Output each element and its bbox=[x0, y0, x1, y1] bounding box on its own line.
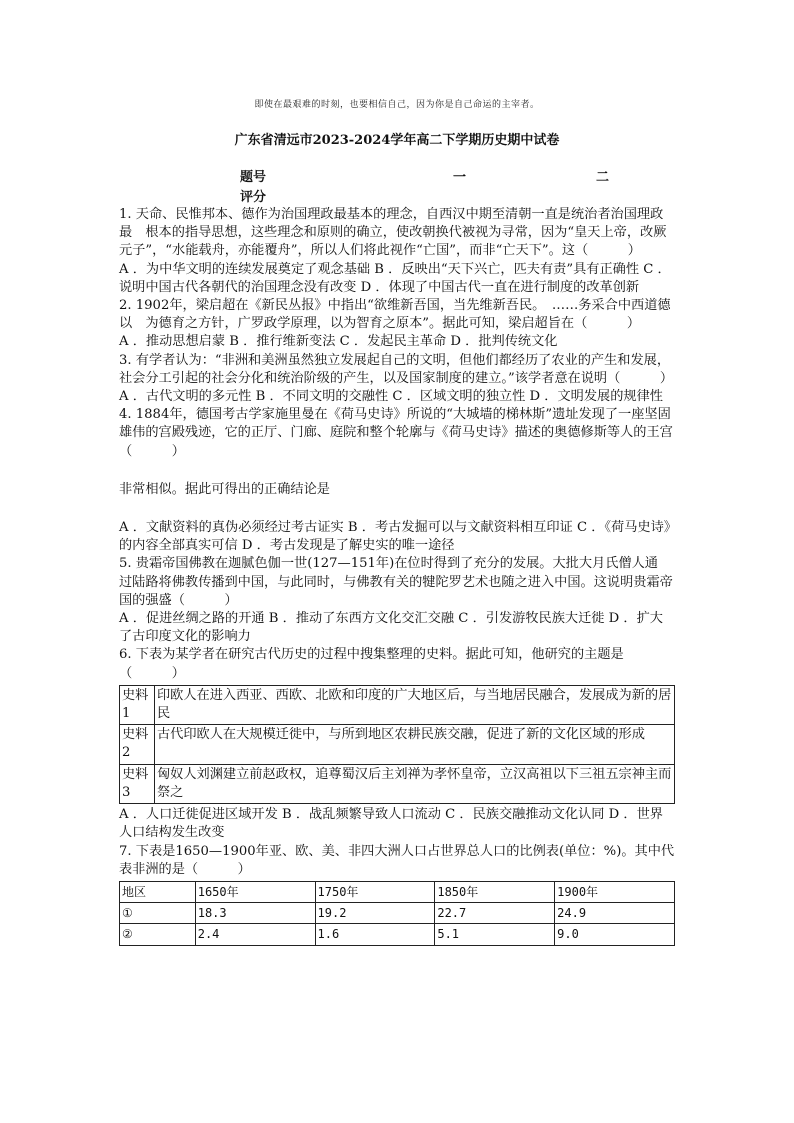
table-row bbox=[120, 725, 675, 764]
question-1-stem: 1. 天命、民惟邦本、德作为治国理政最基本的理念，自西汉中期至清朝一直是统治者治国理政最 根本的指导思想，这些理念和原则的确立，使改朝换代被视为寻常，因为“皇天上帝，改厥元子”，“水能载舟，亦能覆舟”，所以人们将此视作“亡国”，而非“亡天下”。这（ ） bbox=[119, 207, 667, 259]
question-5-options: A ．促进丝绸之路的开通 B ．推动了东西方文化交汇交融 C ．引发游牧民族大迁徙 D ．扩大了古印度文化的影响力 bbox=[119, 611, 663, 645]
source-label: 史料1 bbox=[120, 685, 155, 724]
source-text: 匈奴人刘渊建立前赵政权，追尊蜀汉后主刘禅为孝怀皇帝，立汉高祖以下三祖五宗神主而祭之 bbox=[155, 764, 675, 803]
table-cell: ② bbox=[120, 924, 196, 945]
motto-line: 即使在最艰难的时刻，也要相信自己，因为你是自己命运的主宰者。 bbox=[254, 100, 540, 110]
table-cell: 5.1 bbox=[435, 924, 555, 945]
question-6-stem: 6. 下表为某学者在研究古代历史的过程中搜集整理的史料。据此可知，他研究的主题是（ ） bbox=[119, 647, 624, 681]
table-cell: 1.6 bbox=[315, 924, 435, 945]
score-table bbox=[240, 166, 640, 206]
table-row bbox=[120, 764, 675, 803]
exam-title: 广东省清远市2023-2024学年高二下学期历史期中试卷 bbox=[234, 133, 560, 148]
question-4-options: A ．文献资料的真伪必须经过考古证实 B ．考古发掘可以与文献资料相互印证 C ．《荷马史诗》的内容全部真实可信 D ．考古发现是了解史实的唯一途径 bbox=[119, 520, 671, 554]
table-row bbox=[120, 685, 675, 724]
question-6-options: A ．人口迁徙促进区域开发 B ．战乱频繁导致人口流动 C ．民族交融推动文化认同 D ．世界人口结构发生改变 bbox=[119, 807, 663, 841]
source-label: 史料3 bbox=[120, 764, 155, 803]
question-3-stem: 3. 有学者认为：“非洲和美洲虽然独立发展起自己的文明，但他们都经历了农业的产生和发展，社会分工引起的社会分化和统治阶级的产生，以及国家制度的建立。”该学者意在说明（ ） bbox=[119, 352, 674, 386]
table-header-cell: 1750年 bbox=[315, 881, 435, 902]
table-cell: 9.0 bbox=[555, 924, 675, 945]
question-4-continuation: 非常相似。据此可得出的正确结论是 bbox=[119, 481, 330, 497]
table-cell: 19.2 bbox=[315, 903, 435, 924]
score-label: 评分 bbox=[240, 190, 267, 205]
table-header-cell: 1850年 bbox=[435, 881, 555, 902]
question-1-options: A ．为中华文明的连续发展奠定了观念基础 B ．反映出“天下兴亡，匹夫有责”具有正确性 C ．说明中国古代各朝代的治国理念没有改变 D ．体现了中国古代一直在进行制度的改革创新 bbox=[119, 261, 671, 295]
table-cell: 24.9 bbox=[555, 903, 675, 924]
questions-body bbox=[119, 206, 684, 948]
source-text: 印欧人在进入西亚、西欧、北欧和印度的广大地区后，与当地居民融合，发展成为新的居民 bbox=[155, 685, 675, 724]
question-3-options: A ．古代文明的多元性 B ．不同文明的交融性 C ．区域文明的独立性 D ．文明发展的规律性 bbox=[119, 389, 663, 405]
question-6-source-table bbox=[119, 685, 675, 804]
question-number-label: 题号 bbox=[240, 170, 267, 185]
table-cell: 18.3 bbox=[195, 903, 315, 924]
question-5-stem: 5. 贵霜帝国佛教在迦腻色伽一世(127—151年)在位时得到了充分的发展。大批大月氏僧人通 过陆路将佛教传播到中国，与此同时，与佛教有关的犍陀罗艺术也随之进入中国。这说明贵霜帝国的强盛（ ） bbox=[119, 556, 673, 608]
table-header-cell: 1900年 bbox=[555, 881, 675, 902]
table-header-row bbox=[120, 881, 675, 902]
question-7-stem: 7. 下表是1650—1900年亚、欧、美、非四大洲人口占世界总人口的比例表(单位：%)。其中代表非洲的是（ ） bbox=[119, 843, 675, 877]
section-two-header: 二 bbox=[596, 170, 610, 185]
section-one-header: 一 bbox=[453, 170, 467, 185]
question-4-stem: 4. 1884年，德国考古学家施里曼在《荷马史诗》所说的“大城墙的梯林斯”遗址发现了一座坚固 雄伟的宫殿残迹，它的正厅、门廊、庭院和整个轮廓与《荷马史诗》描述的奥德修斯等人的王宫（ ） bbox=[119, 407, 684, 459]
source-text: 古代印欧人在大规模迁徙中，与所到地区农耕民族交融，促进了新的文化区域的形成 bbox=[155, 725, 675, 764]
question-7-population-table bbox=[119, 881, 675, 946]
source-label: 史料2 bbox=[120, 725, 155, 764]
table-cell: 22.7 bbox=[435, 903, 555, 924]
table-row bbox=[120, 924, 675, 945]
table-header-cell: 1650年 bbox=[195, 881, 315, 902]
table-cell: ① bbox=[120, 903, 196, 924]
table-cell: 2.4 bbox=[195, 924, 315, 945]
table-header-cell: 地区 bbox=[120, 881, 196, 902]
question-2-options: A ．推动思想启蒙 B ．推行维新变法 C ．发起民主革命 D ．批判传统文化 bbox=[119, 334, 558, 350]
table-row bbox=[120, 903, 675, 924]
question-2-stem: 2. 1902年，梁启超在《新民丛报》中指出“欲维新吾国，当先维新吾民。 ……务采合中西道德以 为德育之方针，广罗政学原理，以为智育之原本”。据此可知，梁启超旨在（ ） bbox=[119, 298, 671, 332]
